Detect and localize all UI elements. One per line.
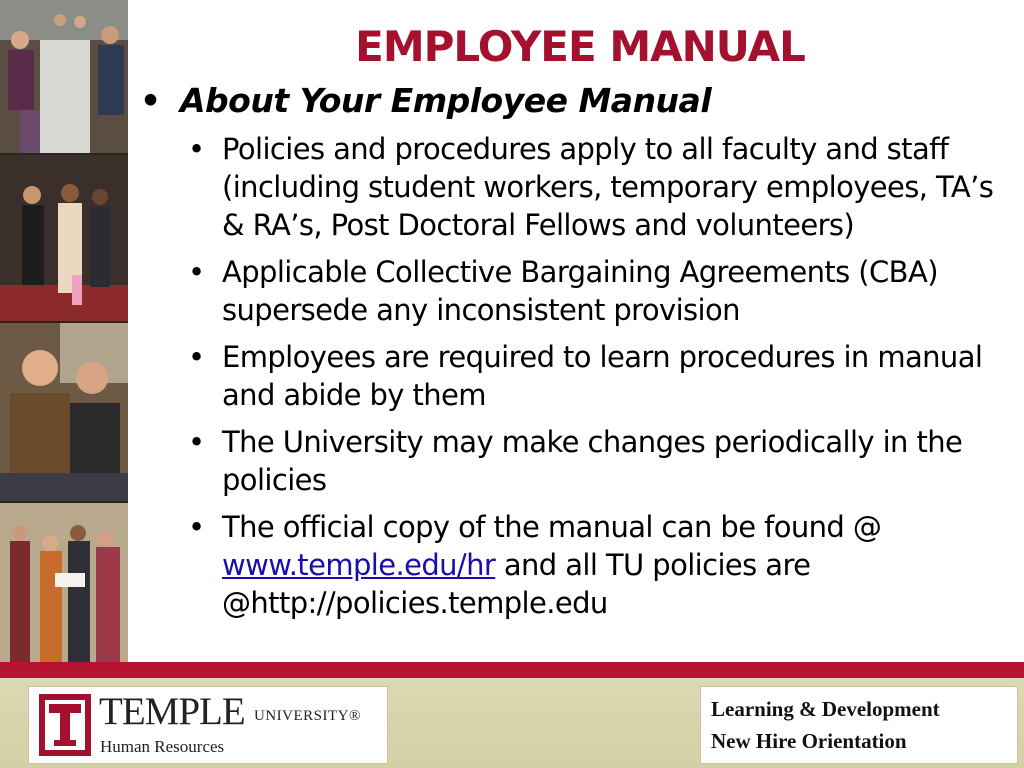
photo-group-award (0, 503, 128, 662)
temple-logo (28, 686, 388, 764)
list-item (140, 338, 1020, 414)
list-item (140, 253, 1020, 329)
photo-meeting-room (0, 0, 128, 153)
orientation-line-2: New Hire Orientation (711, 729, 907, 753)
bullet-icon: • (188, 510, 205, 544)
bullet-icon: • (188, 255, 205, 289)
bullet-icon: • (140, 81, 161, 120)
section-heading-text: About Your Employee Manual (180, 81, 712, 120)
bullet-text: Applicable Collective Bargaining Agreements (CBA) supersede any inconsistent provision (222, 255, 938, 327)
bullet-text-before-link: The official copy of the manual can be found @ (222, 510, 882, 544)
footer-accent-bar (0, 662, 1024, 678)
logo-university: UNIVERSITY® (254, 708, 361, 724)
hr-website-link[interactable]: www.temple.edu/hr (222, 548, 496, 582)
logo-department: Human Resources (100, 737, 225, 756)
bullet-icon: • (188, 340, 205, 374)
bullet-text: Policies and procedures apply to all faculty and staff (including student workers, temporary employees, TA’s & RA’s, Post Doctoral Fellows and volunteers) (222, 132, 994, 242)
bullet-icon: • (188, 425, 205, 459)
section-heading (140, 80, 1020, 122)
photo-collage (0, 0, 128, 662)
slide-content (140, 80, 1020, 631)
logo-wordmark: TEMPLE (99, 690, 245, 733)
orientation-line-1: Learning & Development (711, 697, 940, 721)
temple-t-icon (39, 694, 91, 756)
bullet-text: Employees are required to learn procedures in manual and abide by them (222, 340, 983, 412)
list-item (140, 423, 1020, 499)
bullet-text-after-link: and all TU policies are @http://policies.temple.edu (222, 548, 811, 620)
list-item (140, 508, 1020, 622)
orientation-label-box (700, 686, 1018, 764)
bullet-list (140, 130, 1020, 622)
slide-title: EMPLOYEE MANUAL (355, 22, 805, 71)
bullet-icon: • (188, 132, 205, 166)
bullet-text: The University may make changes periodically in the policies (222, 425, 963, 497)
photo-students (0, 323, 128, 501)
list-item (140, 130, 1020, 244)
photo-event (0, 155, 128, 321)
